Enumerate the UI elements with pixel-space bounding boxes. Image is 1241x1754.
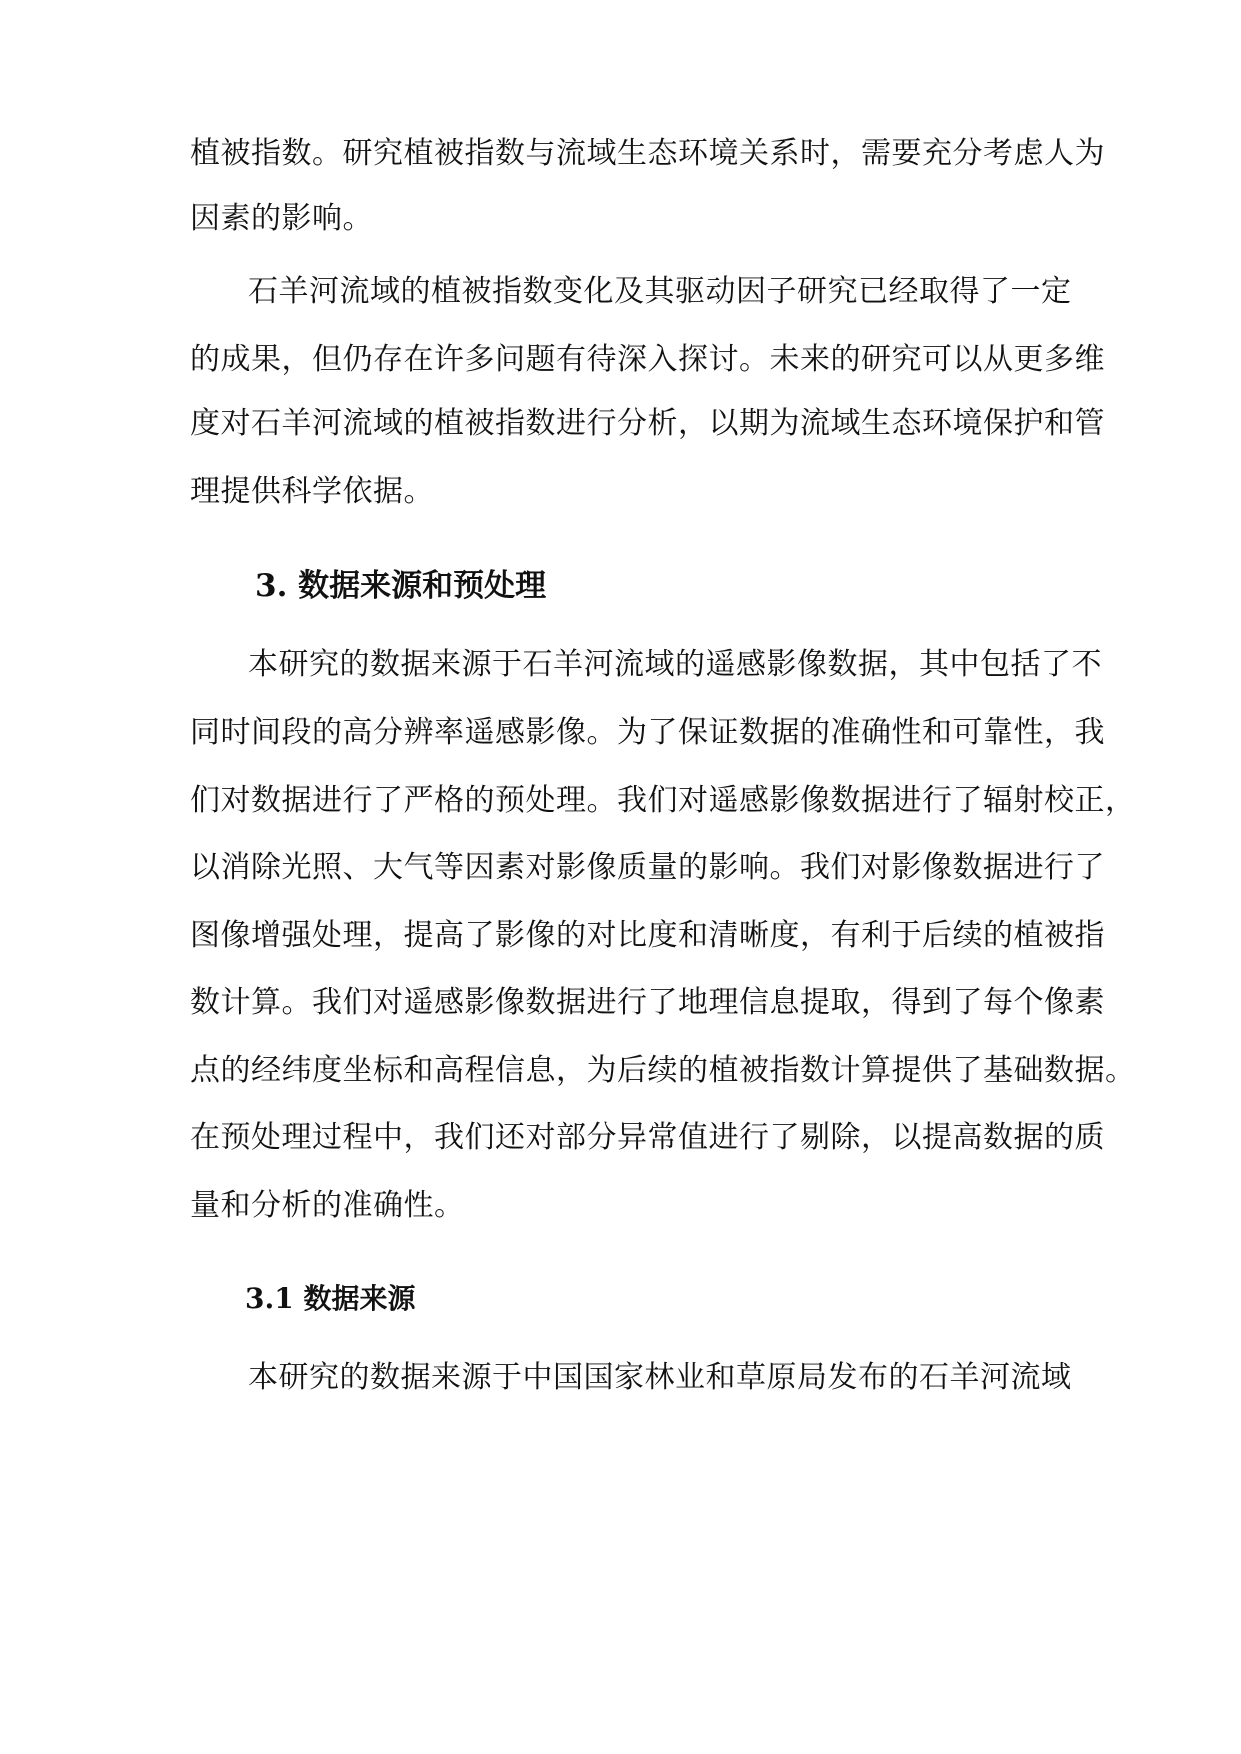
paragraph-line: 量和分析的准确性。 xyxy=(190,1188,465,1223)
paragraph-line: 本研究的数据来源于石羊河流域的遥感影像数据，其中包括了不 xyxy=(248,647,1102,682)
paragraph-line: 点的经纬度坐标和高程信息，为后续的植被指数计算提供了基础数据。 xyxy=(190,1053,1136,1088)
paragraph-line: 同时间段的高分辨率遥感影像。为了保证数据的准确性和可靠性，我 xyxy=(190,715,1105,750)
paragraph-line: 本研究的数据来源于中国国家林业和草原局发布的石羊河流域 xyxy=(248,1360,1072,1395)
paragraph-line: 因素的影响。 xyxy=(190,201,373,236)
paragraph-line: 在预处理过程中，我们还对部分异常值进行了剔除，以提高数据的质 xyxy=(190,1120,1105,1155)
paragraph-line: 们对数据进行了严格的预处理。我们对遥感影像数据进行了辐射校正， xyxy=(190,783,1136,818)
paragraph-line: 度对石羊河流域的植被指数进行分析，以期为流域生态环境保护和管 xyxy=(190,406,1105,441)
paragraph-line: 以消除光照、大气等因素对影像质量的影响。我们对影像数据进行了 xyxy=(190,850,1105,885)
paragraph-line: 图像增强处理，提高了影像的对比度和清晰度，有利于后续的植被指 xyxy=(190,918,1105,953)
section-heading: 3. 数据来源和预处理 xyxy=(255,568,547,604)
subsection-heading: 3.1 数据来源 xyxy=(245,1282,416,1315)
paragraph-line: 理提供科学依据。 xyxy=(190,474,434,509)
paragraph-line: 数计算。我们对遥感影像数据进行了地理信息提取，得到了每个像素 xyxy=(190,985,1105,1020)
paragraph-line: 植被指数。研究植被指数与流域生态环境关系时，需要充分考虑人为 xyxy=(190,136,1105,171)
paragraph-line: 石羊河流域的植被指数变化及其驱动因子研究已经取得了一定 xyxy=(248,274,1072,309)
paragraph-line: 的成果，但仍存在许多问题有待深入探讨。未来的研究可以从更多维 xyxy=(190,342,1105,377)
